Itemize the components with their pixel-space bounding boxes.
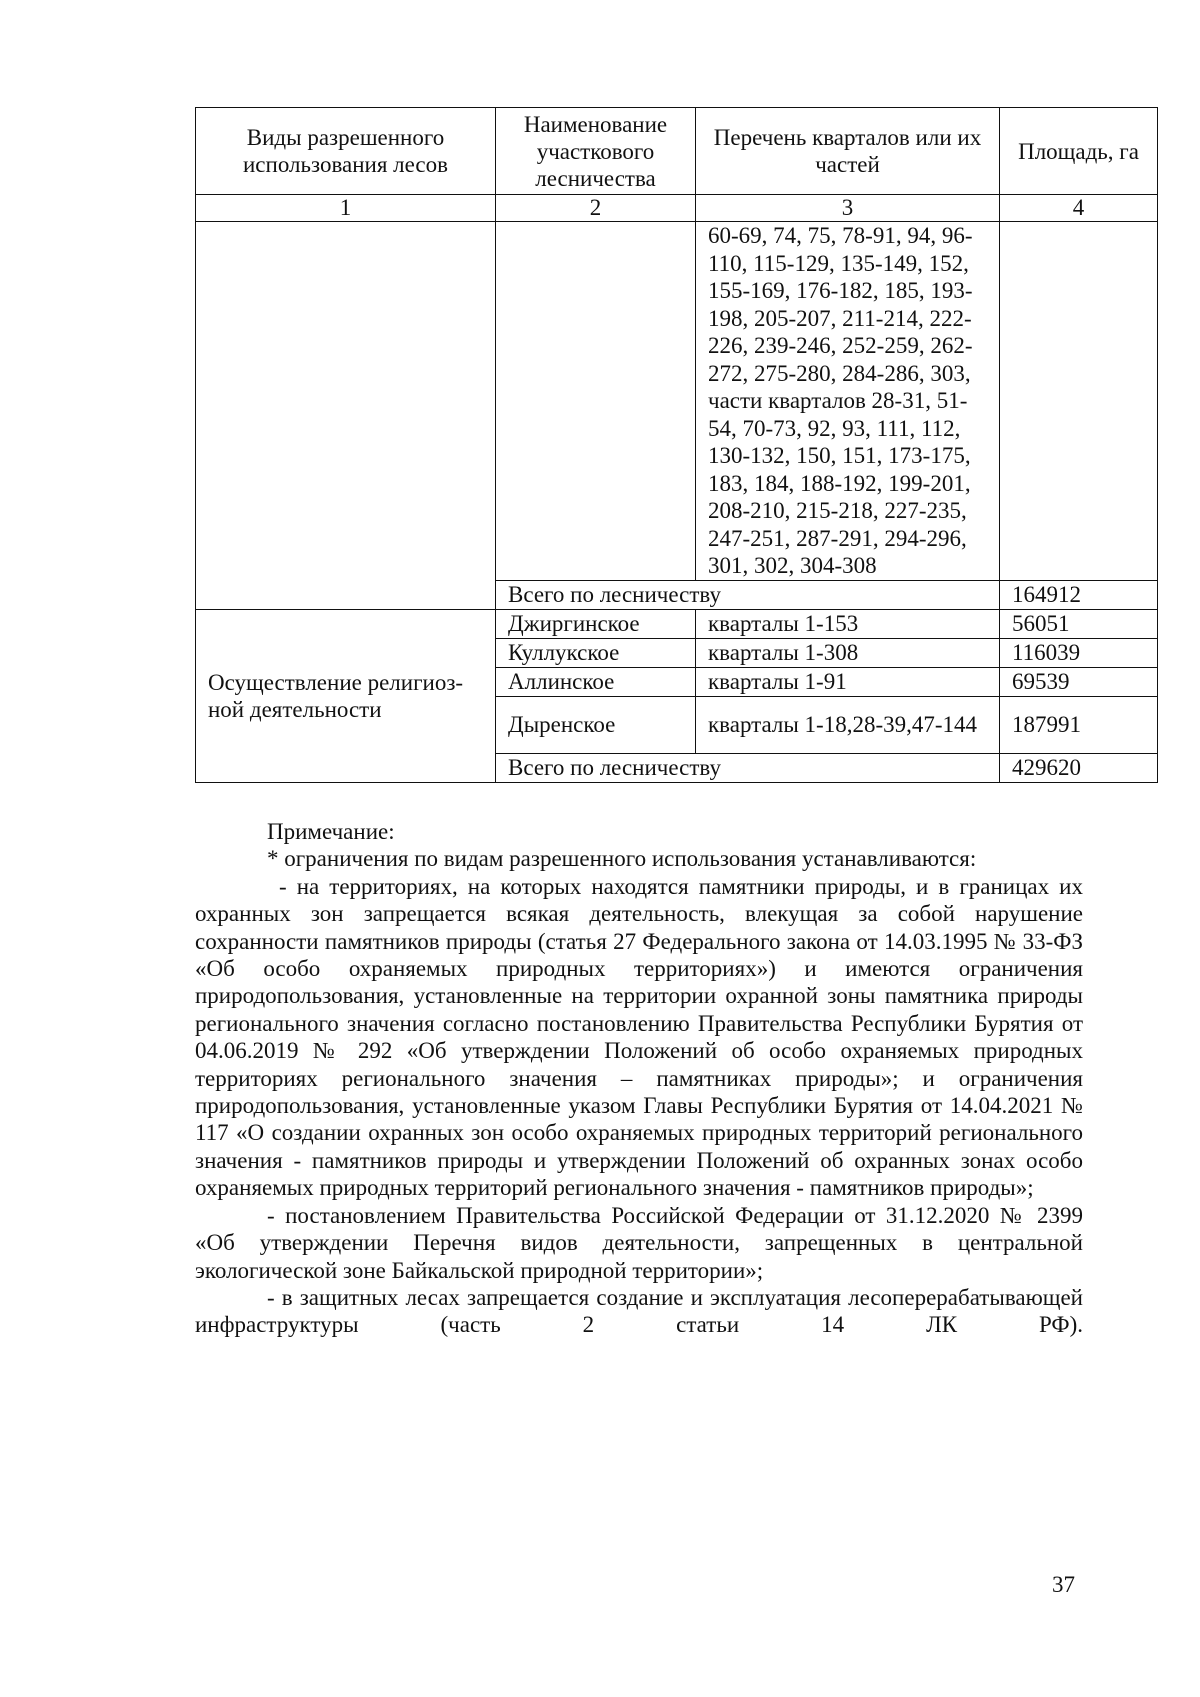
- district-area: 69539: [1000, 667, 1158, 696]
- area-cell-empty: [1000, 222, 1158, 581]
- header-area: Площадь, га: [1000, 108, 1158, 195]
- column-number: 1: [196, 195, 496, 222]
- district-quarters: кварталы 1-91: [696, 667, 1000, 696]
- quarters-list-cell: 60-69, 74, 75, 78-91, 94, 96-110, 115-129, 135-149, 152, 155-169, 176-182, 185, 193-198, 205-207, 211-214, 222-226, 239-246, 252-259, 262-272, 275-280, 284-286, 303, части кварталов 28-31, 51-54, 70-73, 92, 93, 111, 112, 130-132, 150, 151, 173-175, 183, 184, 188-192, 199-201, 208-210, 215-218, 227-235, 247-251, 287-291, 294-296, 301, 302, 304-308: [696, 222, 1000, 581]
- table-row: [196, 609, 1158, 638]
- notes-title: Примечание:: [267, 819, 395, 844]
- usage-type-cell-empty: [196, 222, 496, 610]
- district-area: 56051: [1000, 609, 1158, 638]
- district-name: Куллукское: [496, 638, 696, 667]
- column-number: 3: [696, 195, 1000, 222]
- column-number: 2: [496, 195, 696, 222]
- note-item: - на территориях, на которых находятся памятники природы, и в границах их охранных зон запрещается всякая деятельность, влекущая за собой нарушение сохранности памятников природы (статья 27 Федерального закона от 14.03.1995 № 33-ФЗ «Об особо охраняемых природных территориях») и имеются ограничения природопользования, установленные на территории охранной зоны памятника природы регионального значения согласно постановлению Правительства Республики Бурятия от 04.06.2019 № 292 «Об утверждении Положений об особо охраняемых природных территориях регионального значения – памятниках природы»; и ограничения природопользования, установленные указом Главы Республики Бурятия от 14.04.2021 № 117 «О создании охранных зон особо охраняемых природных территорий регионального значения - памятников природы и утверждении Положений об охранных зонах особо охраняемых природных территорий регионального значения - памятников природы»;: [195, 873, 1083, 1201]
- total-area: 429620: [1000, 753, 1158, 782]
- district-quarters: кварталы 1-153: [696, 609, 1000, 638]
- district-cell-empty: [496, 222, 696, 581]
- total-label: Всего по лесничеству: [496, 753, 1000, 782]
- forest-usage-table: [195, 107, 1158, 783]
- district-quarters: кварталы 1-308: [696, 638, 1000, 667]
- district-name: Джиргинское: [496, 609, 696, 638]
- total-area: 164912: [1000, 580, 1158, 609]
- note-item: - в защитных лесах запрещается создание и эксплуатация лесоперерабатывающей инфраструктуры (часть 2 статьи 14 ЛК РФ).: [195, 1284, 1083, 1338]
- district-quarters: кварталы 1-18,28-39,47-144: [696, 696, 1000, 753]
- header-district: Наименование участкового лесничества: [496, 108, 696, 195]
- table-header-row: [196, 108, 1158, 195]
- column-number: 4: [1000, 195, 1158, 222]
- note-item: - постановлением Правительства Российской Федерации от 31.12.2020 № 2399 «Об утверждении Перечня видов деятельности, запрещенных в центральной экологической зоне Байкальской природной территории»;: [195, 1202, 1083, 1283]
- usage-type-religious: Осуществление религиоз-ной деятельности: [196, 609, 496, 782]
- notes-section: [195, 818, 1083, 1339]
- notes-intro: * ограничения по видам разрешенного использования устанавливаются:: [267, 846, 977, 872]
- header-quarters: Перечень кварталов или их частей: [696, 108, 1000, 195]
- district-name: Аллинское: [496, 667, 696, 696]
- header-usage-type: Виды разрешенного использования лесов: [196, 108, 496, 195]
- district-area: 116039: [1000, 638, 1158, 667]
- total-label: Всего по лесничеству: [496, 580, 1000, 609]
- page-number: 37: [1052, 1572, 1075, 1597]
- table-row: [196, 222, 1158, 581]
- column-number-row: [196, 195, 1158, 222]
- district-name: Дыренское: [496, 696, 696, 753]
- district-area: 187991: [1000, 696, 1158, 753]
